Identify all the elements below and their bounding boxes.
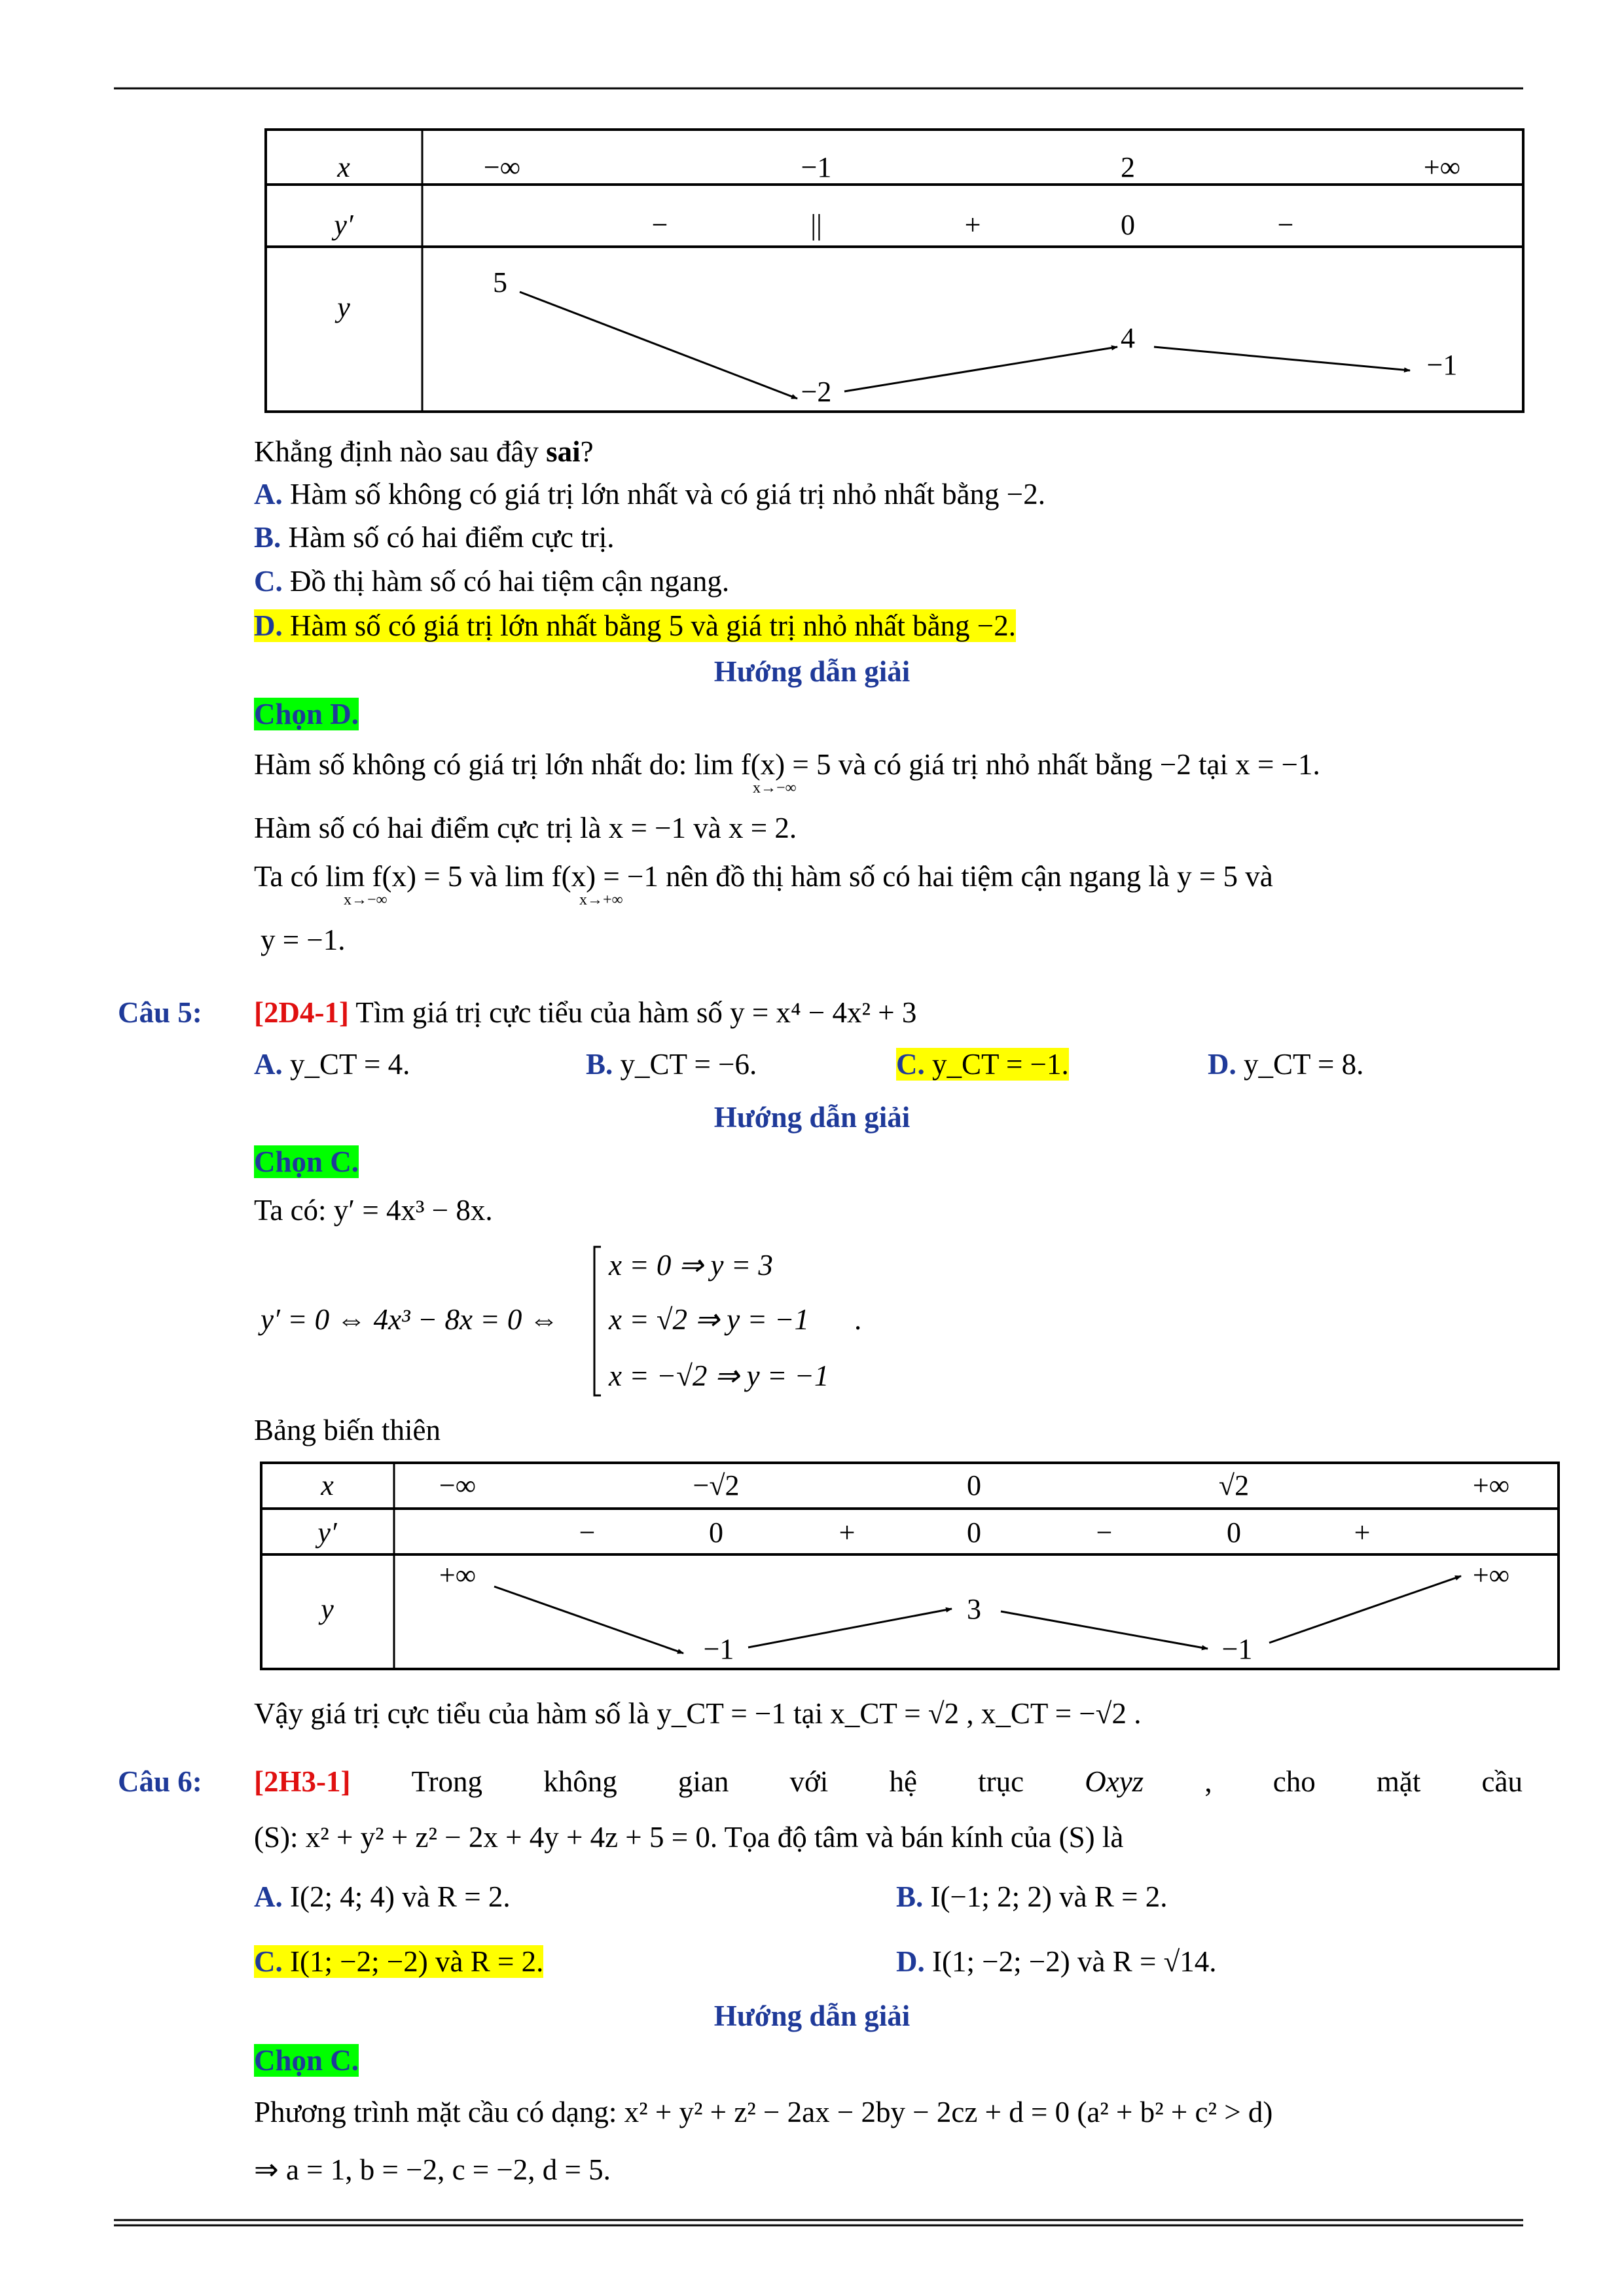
option-text: Hàm số có hai điểm cực trị. bbox=[281, 521, 615, 554]
y-value: +∞ bbox=[439, 1559, 477, 1591]
sign: 0 bbox=[967, 1516, 981, 1549]
q4-prompt-end: ? bbox=[580, 435, 594, 468]
arrow-increasing bbox=[844, 347, 1117, 391]
sign: − bbox=[651, 209, 668, 241]
q5-tag: [2D4-1] bbox=[254, 996, 349, 1029]
word: cho bbox=[1272, 1765, 1316, 1798]
q4-choice bbox=[254, 693, 359, 735]
word: không bbox=[543, 1765, 617, 1798]
system-bracket bbox=[594, 1247, 601, 1395]
option-text: Hàm số không có giá trị lớn nhất và có giá trị nhỏ nhất bằng −2. bbox=[282, 478, 1045, 511]
q5-case: x = −√2 ⇒ y = −1 bbox=[609, 1359, 829, 1392]
x-value: 0 bbox=[967, 1469, 981, 1501]
sign: 0 bbox=[1121, 209, 1135, 241]
lim-subscript: x→+∞ bbox=[579, 891, 623, 908]
q5-choice bbox=[254, 1141, 359, 1183]
arrow-increasing bbox=[748, 1609, 952, 1647]
word: trục bbox=[978, 1765, 1024, 1798]
q6-option-c-correct bbox=[254, 1941, 543, 1982]
q6-choice bbox=[254, 2039, 359, 2081]
x-value: √2 bbox=[1218, 1469, 1250, 1501]
q4-prompt-text: Khẳng định nào sau đây bbox=[254, 435, 547, 468]
y-value: +∞ bbox=[1472, 1559, 1510, 1591]
q5-option-b bbox=[586, 1043, 757, 1085]
sign: + bbox=[839, 1516, 856, 1549]
option-letter: A. bbox=[254, 1048, 283, 1081]
q4-option-b bbox=[254, 516, 615, 558]
word: Oxyz bbox=[1085, 1765, 1144, 1798]
sign: 0 bbox=[1227, 1516, 1241, 1549]
q5-case-end: . bbox=[854, 1303, 862, 1336]
q5-conclusion: Vậy giá trị cực tiểu của hàm số là y_CT = −1 tại x_CT = √2 , x_CT = −√2 . bbox=[254, 1697, 1142, 1730]
row-label-y: y bbox=[321, 1593, 334, 1625]
q5-case: x = 0 ⇒ y = 3 bbox=[609, 1249, 773, 1282]
row-label-x: x bbox=[321, 1469, 334, 1501]
row-label-yprime: y′ bbox=[317, 1516, 337, 1549]
x-value: 2 bbox=[1121, 151, 1135, 183]
y-value: −1 bbox=[703, 1633, 734, 1665]
q4-option-a bbox=[254, 473, 1045, 515]
arrow-decreasing bbox=[520, 292, 797, 399]
option-text: I(1; −2; −2) và R = 2. bbox=[282, 1945, 544, 1978]
row-label-y: y bbox=[337, 291, 350, 323]
x-value: −∞ bbox=[439, 1469, 477, 1501]
q4-guide-title: Hướng dẫn giải bbox=[713, 655, 911, 688]
q4-prompt bbox=[254, 431, 594, 473]
q6-solution-line: Phương trình mặt cầu có dạng: x² + y² + z² − 2ax − 2by − 2cz + d = 0 (a² + b² + c² > d) bbox=[254, 2096, 1273, 2128]
option-letter: D. bbox=[1208, 1048, 1236, 1081]
option-letter: B. bbox=[586, 1048, 613, 1081]
choice-badge: Chọn C. bbox=[254, 2044, 359, 2077]
sign: − bbox=[579, 1516, 596, 1549]
option-letter: C. bbox=[254, 565, 283, 598]
option-text: I(2; 4; 4) và R = 2. bbox=[282, 1880, 511, 1913]
option-text: y_CT = 4. bbox=[282, 1048, 410, 1081]
option-letter: C. bbox=[896, 1048, 925, 1081]
lim-subscript: x→−∞ bbox=[753, 780, 797, 797]
q5-option-d bbox=[1208, 1043, 1363, 1085]
y-value: −1 bbox=[1221, 1633, 1253, 1665]
option-text: Hàm số có giá trị lớn nhất bằng 5 và giá trị nhỏ nhất bằng −2. bbox=[282, 609, 1016, 642]
sign: − bbox=[1277, 209, 1294, 241]
option-letter: D. bbox=[254, 609, 283, 642]
q4-solution-line: Ta có lim f(x) = 5 và lim f(x) = −1 nên đồ thị hàm số có hai tiệm cận ngang là y = 5 và bbox=[254, 860, 1273, 893]
q6-label: Câu 6: bbox=[118, 1765, 202, 1798]
word: gian bbox=[677, 1765, 729, 1798]
q4-prompt-emphasis: sai bbox=[546, 435, 581, 468]
q5-table-title: Bảng biến thiên bbox=[254, 1414, 441, 1446]
sign: + bbox=[964, 209, 981, 241]
option-letter: A. bbox=[254, 478, 283, 511]
q5-derivative: Ta có: y′ = 4x³ − 8x. bbox=[254, 1194, 493, 1227]
q6-solution-line: ⇒ a = 1, b = −2, c = −2, d = 5. bbox=[254, 2153, 611, 2186]
option-letter: A. bbox=[254, 1880, 283, 1913]
row-label-x: x bbox=[337, 151, 350, 183]
q5-prompt-text: Tìm giá trị cực tiểu của hàm số y = x⁴ − 4x² + 3 bbox=[348, 996, 917, 1029]
option-text: y_CT = 8. bbox=[1236, 1048, 1364, 1081]
q4-solution-line: Hàm số không có giá trị lớn nhất do: lim f(x) = 5 và có giá trị nhỏ nhất bằng −2 tại x = −1. bbox=[254, 748, 1320, 781]
q5-guide-title: Hướng dẫn giải bbox=[713, 1101, 911, 1134]
variation-table-1 bbox=[266, 130, 1523, 412]
word: Trong bbox=[411, 1765, 483, 1798]
x-value: −∞ bbox=[483, 151, 521, 183]
q6-option-d bbox=[896, 1941, 1217, 1982]
q6-option-b bbox=[896, 1876, 1167, 1918]
option-letter: C. bbox=[254, 1945, 283, 1978]
q4-solution-line: y = −1. bbox=[261, 924, 346, 956]
arrow-decreasing bbox=[494, 1587, 683, 1653]
sign: || bbox=[810, 209, 822, 241]
option-text: Đồ thị hàm số có hai tiệm cận ngang. bbox=[282, 565, 730, 598]
q4-option-c bbox=[254, 560, 729, 602]
x-value: +∞ bbox=[1472, 1469, 1510, 1501]
q6-guide-title: Hướng dẫn giải bbox=[713, 2000, 911, 2032]
q5-equation-lhs: y′ = 0 ⇔ 4x³ − 8x = 0 ⇔ bbox=[261, 1303, 559, 1336]
word: mặt bbox=[1376, 1765, 1421, 1798]
variation-table-2 bbox=[261, 1463, 1559, 1669]
q6-prompt-line2: (S): x² + y² + z² − 2x + 4y + 4z + 5 = 0. Tọa độ tâm và bán kính của (S) là bbox=[254, 1821, 1124, 1854]
y-value: 4 bbox=[1121, 322, 1135, 354]
arrow-increasing bbox=[1269, 1576, 1461, 1643]
q4-solution-line: Hàm số có hai điểm cực trị là x = −1 và x = 2. bbox=[254, 812, 797, 844]
q5-option-c-correct bbox=[896, 1043, 1069, 1085]
y-value: −2 bbox=[801, 376, 832, 408]
y-value: 3 bbox=[967, 1593, 981, 1625]
x-value: −√2 bbox=[693, 1469, 740, 1501]
sign: 0 bbox=[709, 1516, 723, 1549]
q5-case: x = √2 ⇒ y = −1 bbox=[609, 1303, 809, 1336]
choice-badge: Chọn C. bbox=[254, 1145, 359, 1178]
y-value: −1 bbox=[1426, 349, 1458, 381]
q6-tag: [2H3-1] bbox=[254, 1765, 351, 1798]
row-label-yprime: y′ bbox=[334, 209, 353, 241]
option-text: I(−1; 2; 2) và R = 2. bbox=[923, 1880, 1168, 1913]
option-letter: B. bbox=[896, 1880, 924, 1913]
option-text: y_CT = −6. bbox=[613, 1048, 757, 1081]
q5-option-a bbox=[254, 1043, 410, 1085]
lim-subscript: x→−∞ bbox=[344, 891, 388, 908]
choice-badge: Chọn D. bbox=[254, 698, 359, 730]
q5-label: Câu 5: bbox=[118, 996, 202, 1029]
q5-prompt bbox=[254, 992, 916, 1033]
word: với bbox=[789, 1765, 829, 1798]
word: hệ bbox=[889, 1765, 917, 1798]
q4-option-d-correct bbox=[254, 605, 1016, 647]
option-letter: D. bbox=[896, 1945, 925, 1978]
option-text: y_CT = −1. bbox=[924, 1048, 1069, 1081]
option-letter: B. bbox=[254, 521, 281, 554]
y-value: 5 bbox=[493, 266, 507, 298]
arrow-decreasing bbox=[1001, 1611, 1208, 1649]
sign: + bbox=[1354, 1516, 1371, 1549]
word: cầu bbox=[1481, 1765, 1523, 1798]
x-value: +∞ bbox=[1423, 151, 1461, 183]
arrow-decreasing bbox=[1154, 347, 1410, 370]
x-value: −1 bbox=[801, 151, 832, 183]
q6-option-a bbox=[254, 1876, 511, 1918]
sign: − bbox=[1096, 1516, 1113, 1549]
option-text: I(1; −2; −2) và R = √14. bbox=[924, 1945, 1217, 1978]
q6-prompt-line1 bbox=[254, 1761, 1523, 1803]
word: , bbox=[1204, 1765, 1212, 1798]
